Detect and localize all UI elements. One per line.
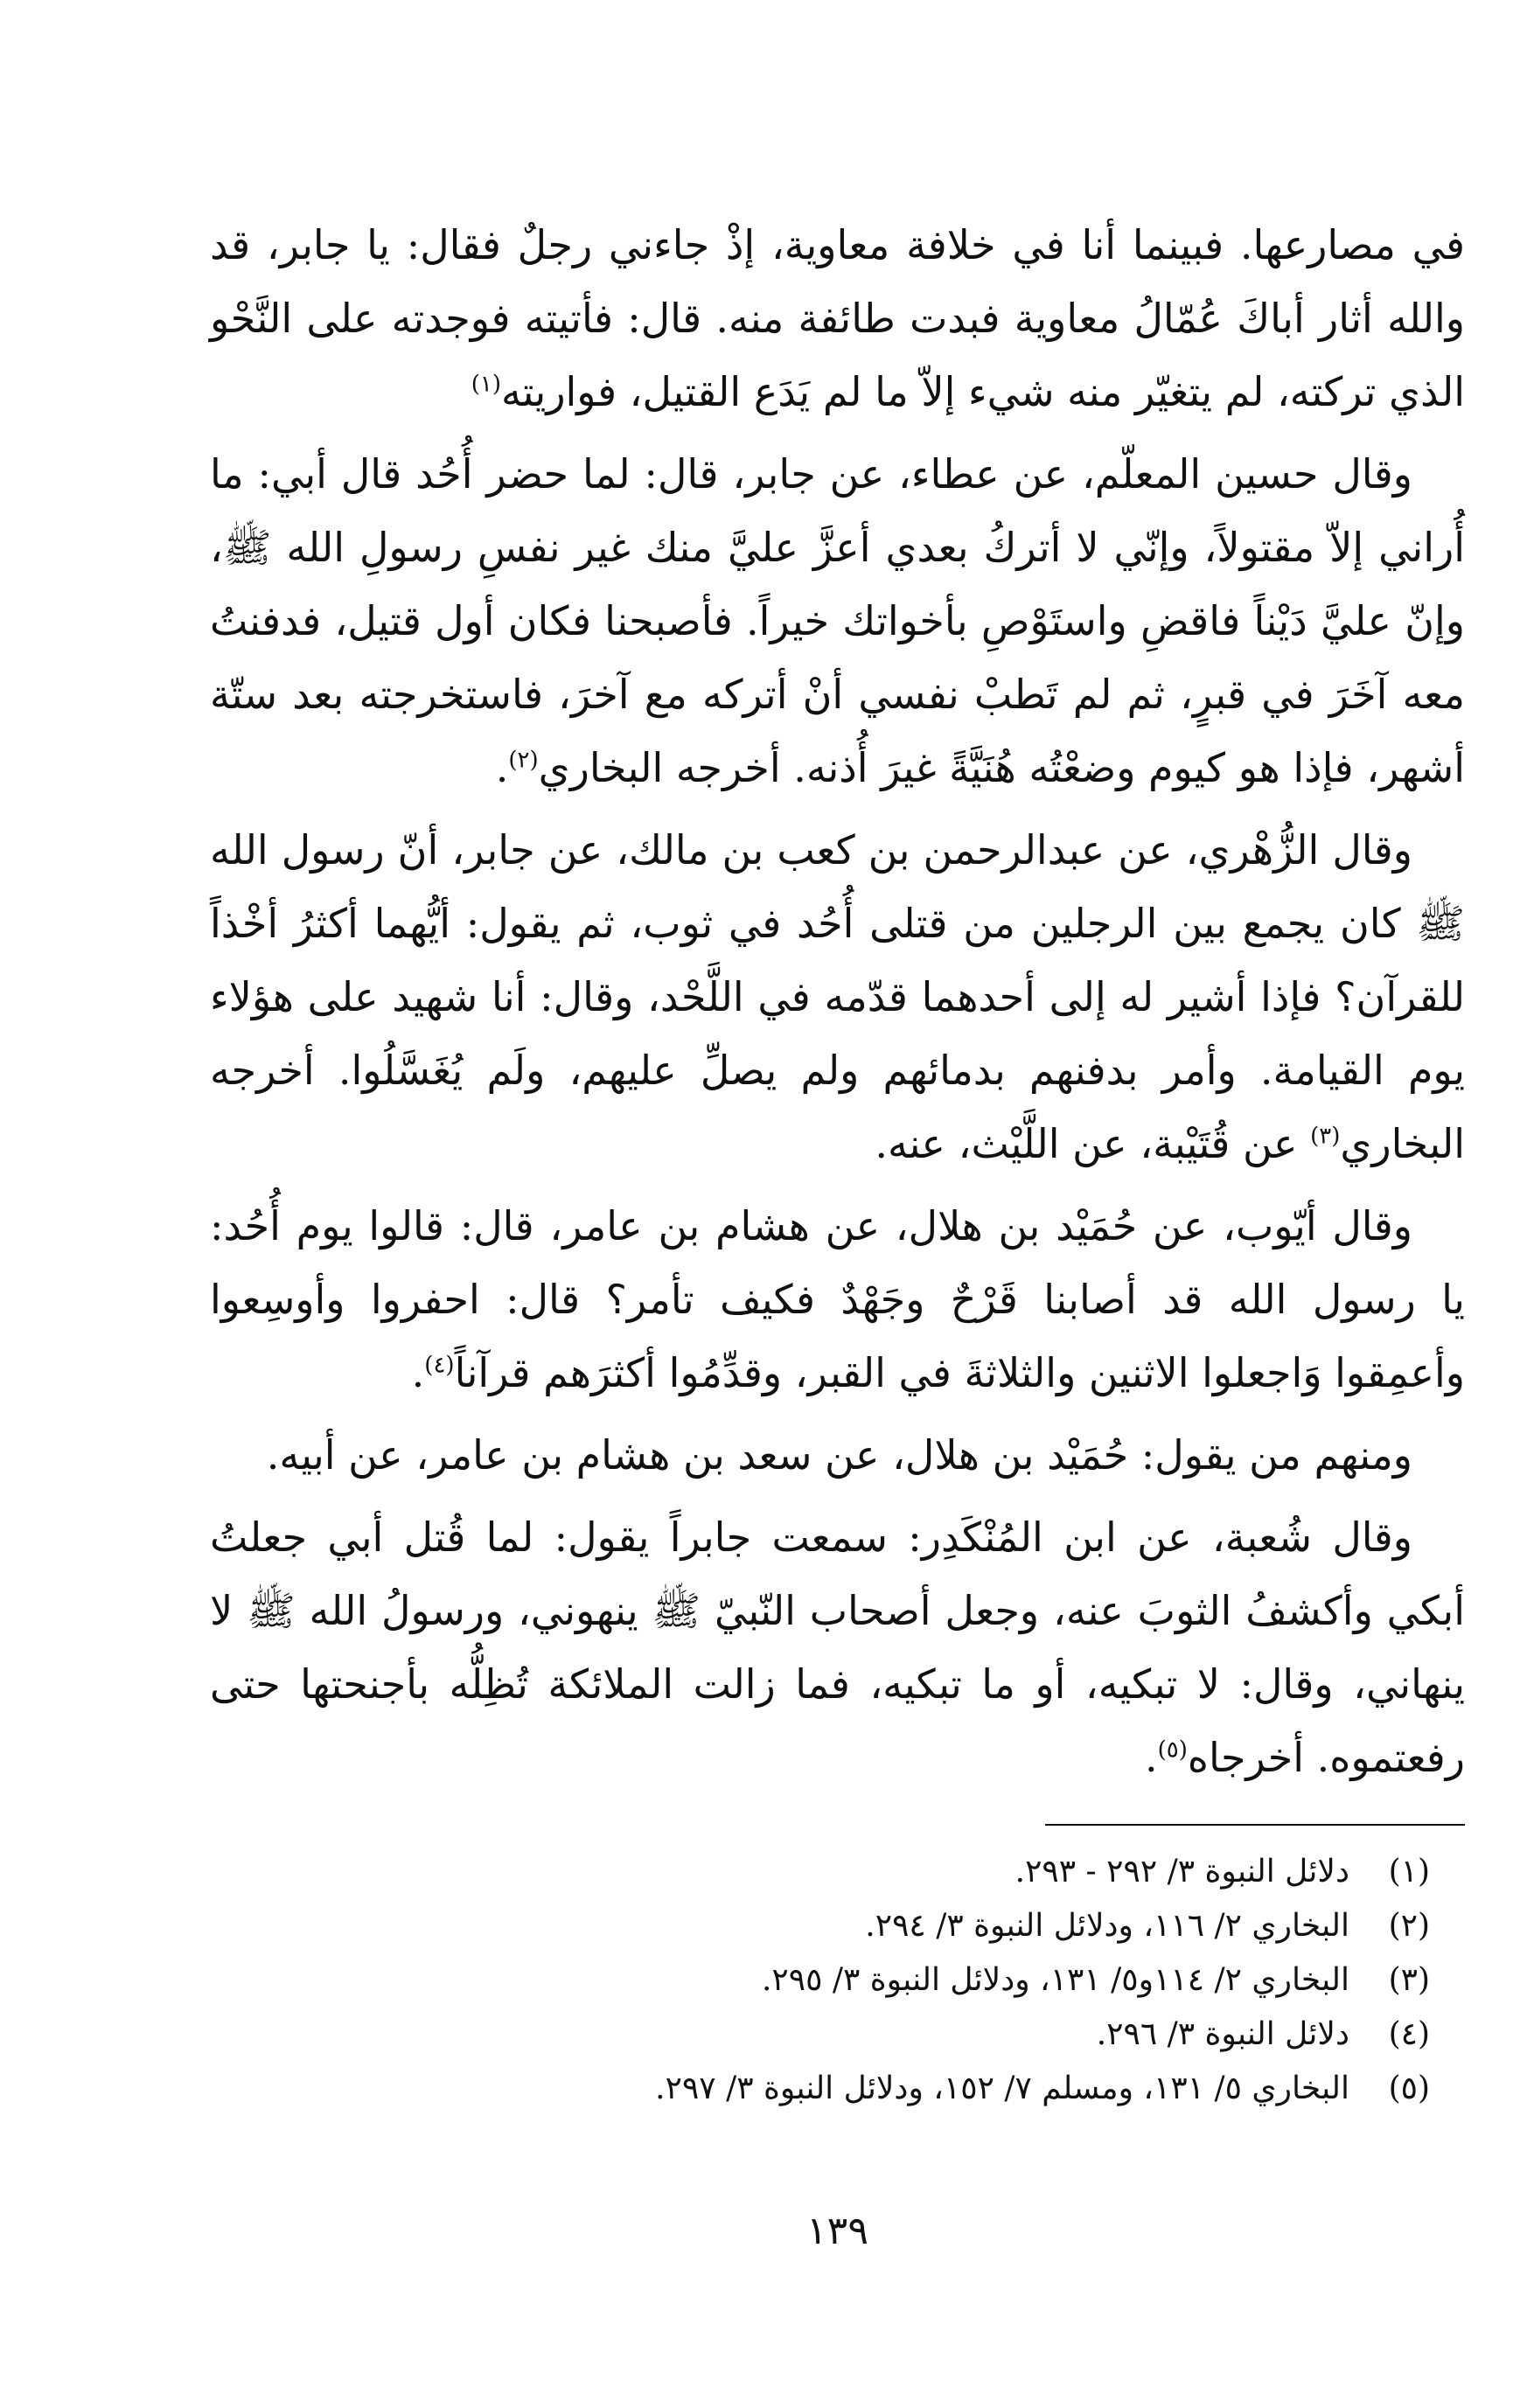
- paragraph: [210, 208, 1465, 428]
- footnote-text: البخاري ٢/ ١١٤و٥/ ١٣١، ودلائل النبوة ٣/ ٢٩٥.: [761, 1962, 1349, 1998]
- footnote-number: (١): [1388, 1854, 1430, 1890]
- footnote-number: (٥): [1388, 2070, 1430, 2106]
- paragraph-text: وقال شُعبة، عن ابن المُنْكَدِر: سمعت جابراً يقول: لما قُتل أبي جعلتُ أبكي وأكشفُ الثوبَ عنه، وجعل أصحاب النّبيّ ﷺ ينهوني، ورسولُ الله ﷺ لا ينهاني، وقال: لا تبكيه، أو ما تبكيه، فما زالت الملائكة تُظِلُّه بأجنحتها حتى رفعتموه. أخرجاه: [210, 1514, 1465, 1781]
- footnote-item: [210, 1845, 1430, 1899]
- footnote-item: [210, 1953, 1430, 2008]
- footnote-text: البخاري ٥/ ١٣١، ومسلم ٧/ ١٥٢، ودلائل النبوة ٣/ ٢٩٧.: [655, 2070, 1349, 2106]
- footnote-marker: (٣): [1310, 1123, 1341, 1150]
- footnote-marker: (١): [471, 371, 501, 398]
- footnote-item: [210, 2062, 1430, 2116]
- paragraph-text: وقال أيّوب، عن حُمَيْد بن هلال، عن هشام بن عامر، قال: قالوا يوم أُحُد: يا رسول الله قد أصابنا قَرْحٌ وجَهْدٌ فكيف تأمر؟ قال: احفروا وأوسِعوا وأعمِقوا وَاجعلوا الاثنين والثلاثةَ في القبر، وقدِّمُوا أكثرَهم قرآناً: [210, 1202, 1465, 1396]
- footnote-text: دلائل النبوة ٣/ ٢٩٦.: [1096, 2016, 1349, 2052]
- paragraph-text: ومنهم من يقول: حُمَيْد بن هلال، عن سعد بن هشام بن عامر، عن أبيه.: [266, 1431, 1412, 1479]
- paragraph: [210, 1418, 1465, 1492]
- footnote-number: (٢): [1388, 1908, 1430, 1944]
- footnote-text: دلائل النبوة ٣/ ٢٩٢ - ٢٩٣.: [1015, 1854, 1349, 1890]
- book-page: [210, 208, 1465, 2342]
- footnote-number: (٣): [1388, 1962, 1430, 1998]
- paragraph: [210, 1500, 1465, 1794]
- paragraph: [210, 813, 1465, 1180]
- footnote-divider: [1045, 1824, 1465, 1826]
- paragraph-text: وقال الزُّهْري، عن عبدالرحمن بن كعب بن مالك، عن جابر، أنّ رسول الله ﷺ كان يجمع بين الرجلين من قتلى أُحُد في ثوب، ثم يقول: أيُّهما أكثرُ أخْذاً للقرآن؟ فإذا أشير له إلى أحدهما قدّمه في اللَّحْد، وقال: أنا شهيد على هؤلاء يوم القيامة. وأمر بدفنهم بدمائهم ولم يصلِّ عليهم، ولَم يُغَسَّلُوا. أخرجه البخاري: [210, 826, 1465, 1167]
- footnote-marker: (٤): [424, 1352, 455, 1379]
- footnote-item: [210, 1899, 1430, 1953]
- footnote-item: [210, 2008, 1430, 2062]
- footnote-marker: (٢): [508, 747, 539, 774]
- paragraph: [210, 437, 1465, 804]
- footnotes: [210, 1845, 1465, 2116]
- footnote-text: البخاري ٢/ ١١٦، ودلائل النبوة ٣/ ٢٩٤.: [865, 1908, 1349, 1944]
- paragraph-tail: .: [1144, 1734, 1158, 1781]
- paragraph: [210, 1189, 1465, 1409]
- page-number: ١٣٩: [806, 2209, 868, 2253]
- paragraph-tail: .: [411, 1349, 425, 1396]
- paragraph-tail: .: [495, 744, 509, 791]
- main-text: [210, 208, 1465, 1794]
- footnote-marker: (٥): [1157, 1736, 1188, 1764]
- footnote-number: (٤): [1388, 2016, 1430, 2052]
- paragraph-text: في مصارعها. فبينما أنا في خلافة معاوية، إذْ جاءني رجلٌ فقال: يا جابر، قد والله أثار أباكَ عُمّالُ معاوية فبدت طائفة منه. قال: فأتيته فوجدته على النَّحْو الذي تركته، لم يتغيّر منه شيء إلاّ ما لم يَدَع القتيل، فواريته: [210, 221, 1465, 415]
- paragraph-tail: عن قُتَيْبة، عن اللَّيْث، عنه.: [875, 1120, 1311, 1167]
- paragraph-text: وقال حسين المعلّم، عن عطاء، عن جابر، قال: لما حضر أُحُد قال أبي: ما أُراني إلاّ مقتولاً، وإنّي لا أتركُ بعدي أعزَّ عليَّ منك غير نفسِ رسولِ الله ﷺ، وإنّ عليَّ دَيْناً فاقضِ واستَوْصِ بأخواتك خيراً. فأصبحنا فكان أول قتيل، فدفنتُ معه آخَرَ في قبرٍ، ثم لم تَطبْ نفسي أنْ أتركه مع آخرَ، فاستخرجته بعد ستّة أشهر، فإذا هو كيوم وضعْتُه هُنَيَّةً غيرَ أُذنه. أخرجه البخاري: [210, 450, 1465, 791]
